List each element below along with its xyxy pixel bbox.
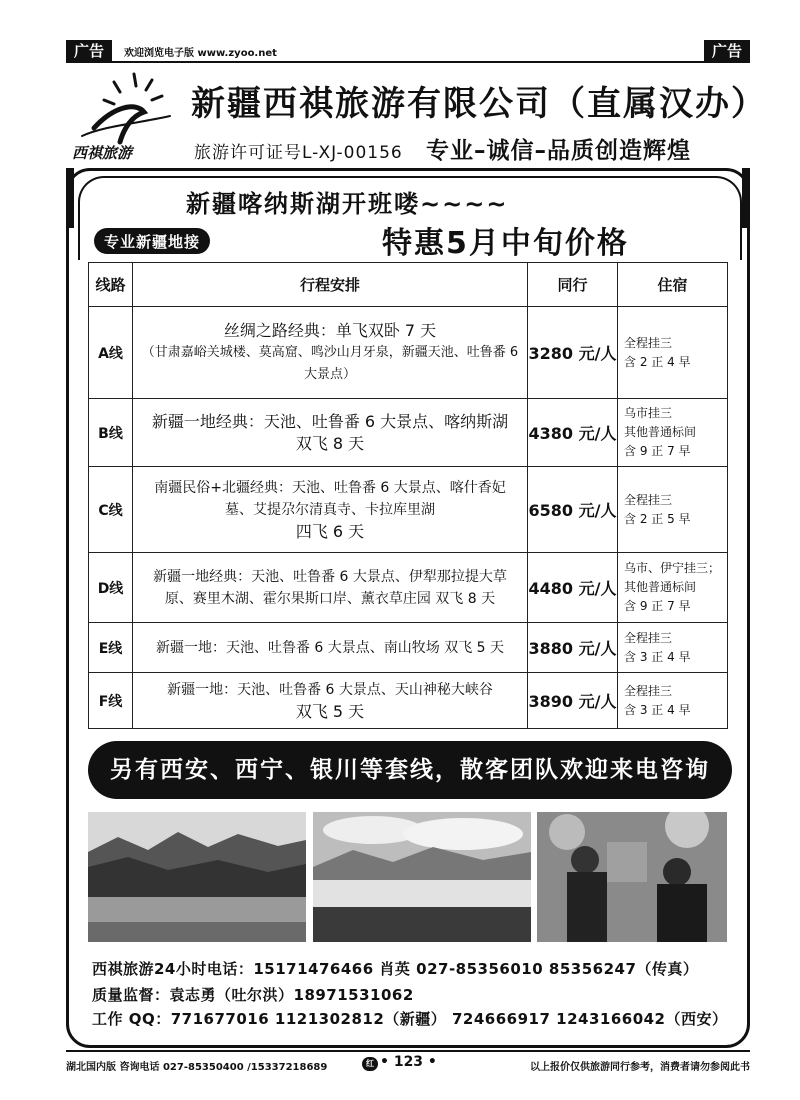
hotel-line: 全程挂三 (624, 492, 673, 507)
itinerary-cell (133, 467, 528, 553)
contact-qq: 工作 QQ：771677016 1121302812（新疆） 724666917 1243166042（西安） (92, 1010, 728, 1028)
itinerary-sub: （甘肃嘉峪关城楼、莫高窟、鸣沙山月牙泉，新疆天池、吐鲁番 6 大景点） (141, 344, 519, 382)
mountain-lake-image (88, 812, 306, 942)
grassland-photo (313, 812, 531, 942)
route-label: D线 (89, 553, 133, 623)
header-hotel: 住宿 (618, 263, 728, 307)
contact-phone: 西祺旅游24小时电话：15171476466 肖英 027-85356010 85356247（传真） (92, 960, 699, 978)
dancers-photo (537, 812, 727, 942)
price-cell: 3280 元/人 (528, 307, 618, 399)
header-route: 线路 (89, 263, 133, 307)
hotel-line: 含 2 正 5 早 (624, 511, 691, 526)
price-cell: 4480 元/人 (528, 553, 618, 623)
itinerary-duration: 双飞 5 天 (295, 701, 365, 721)
page-number-text: • 123 • (380, 1054, 437, 1070)
itinerary-duration: 双飞 8 天 (295, 433, 365, 453)
badge-icon: 红 (362, 1057, 378, 1071)
route-label: C线 (89, 467, 133, 553)
itinerary-cell (133, 673, 528, 729)
company-name: 新疆西祺旅游有限公司（直属汉办） (191, 84, 767, 124)
routes-table (88, 262, 728, 729)
ad-tag-left: 广告 (66, 40, 112, 62)
header (66, 64, 767, 168)
welcome-text: 欢迎浏览电子版 www.zyoo.net (124, 48, 277, 59)
footer (66, 1050, 750, 1074)
table-row (89, 623, 728, 673)
price-cell: 4380 元/人 (528, 399, 618, 467)
hotel-cell (618, 673, 728, 729)
route-label: F线 (89, 673, 133, 729)
hotel-cell (618, 467, 728, 553)
table-header-row (89, 263, 728, 307)
itinerary-main: 新疆一地经典：天池、吐鲁番 6 大景点、喀纳斯湖 (151, 411, 509, 431)
route-label: B线 (89, 399, 133, 467)
itinerary-main: 新疆一地经典：天池、吐鲁番 6 大景点、伊犁那拉提大草原、赛里木湖、霍尔果斯口岸、薰衣草庄园 双飞 8 天 (153, 568, 507, 607)
contact-supervisor: 质量监督：袁志勇（吐尔洪）18971531062 (92, 986, 414, 1004)
hotel-cell (618, 307, 728, 399)
promo-headline: 新疆喀纳斯湖开班喽~~~~ (186, 190, 509, 218)
top-rule (66, 61, 750, 63)
itinerary-cell (133, 553, 528, 623)
hotel-line: 含 9 正 7 早 (624, 599, 691, 613)
price-cell: 3890 元/人 (528, 673, 618, 729)
hotel-line: 其他普通标间 (624, 580, 697, 594)
hotel-cell (618, 399, 728, 467)
top-strip (66, 40, 750, 62)
itinerary-cell (133, 399, 528, 467)
frame-corner-right (742, 168, 750, 228)
header-price: 同行 (528, 263, 618, 307)
itinerary-main: 新疆一地：天池、吐鲁番 6 大景点、南山牧场 双飞 5 天 (155, 639, 505, 656)
table-row (89, 467, 728, 553)
header-itinerary: 行程安排 (133, 263, 528, 307)
license-number: 旅游许可证号L-XJ-00156 (194, 143, 403, 163)
itinerary-main: 南疆民俗+北疆经典：天池、吐鲁番 6 大景点、喀什香妃墓、艾提尕尔清真寺、卡拉库里湖 (154, 479, 506, 518)
itinerary-duration: 四飞 6 天 (295, 521, 365, 541)
hotel-line: 其他普通标间 (624, 425, 697, 439)
table-row (89, 399, 728, 467)
hotel-line: 全程挂三 (624, 335, 673, 350)
page-number (362, 1054, 437, 1071)
frame-corner-left (66, 168, 74, 228)
logo-text: 西祺旅游 (72, 144, 133, 162)
hotel-line: 乌市、伊宁挂三； (624, 561, 721, 575)
dancers-image (537, 812, 727, 942)
slogan: 专业–诚信–品质创造辉煌 (426, 138, 691, 164)
lake-photo (88, 812, 306, 942)
promo-subhead: 特惠5月中旬价格 (382, 226, 629, 261)
route-label: E线 (89, 623, 133, 673)
hotel-line: 含 9 正 7 早 (624, 444, 691, 458)
itinerary-cell (133, 623, 528, 673)
itinerary-main: 新疆一地：天池、吐鲁番 6 大景点、天山神秘大峡谷 (167, 681, 493, 698)
price-cell: 3880 元/人 (528, 623, 618, 673)
ad-tag-right: 广告 (704, 40, 750, 62)
hotel-line: 全程挂三 (624, 630, 673, 645)
itinerary-main: 丝绸之路经典：单飞双卧 7 天 (223, 320, 437, 340)
hotel-line: 乌市挂三 (624, 406, 673, 420)
hotel-line: 含 3 正 4 早 (624, 702, 691, 717)
grassland-image (313, 812, 531, 942)
hotel-line: 含 3 正 4 早 (624, 649, 691, 664)
itinerary-cell (133, 307, 528, 399)
footer-left: 湖北国内版 咨询电话 027-85350400 /15337218689 (66, 1062, 328, 1073)
promo-pill: 专业新疆地接 (94, 228, 210, 254)
table-row (89, 307, 728, 399)
footer-right: 以上报价仅供旅游同行参考，消费者请勿参阅此书 (530, 1062, 750, 1073)
table-row (89, 673, 728, 729)
inquiry-banner: 另有西安、西宁、银川等套线，散客团队欢迎来电咨询 (88, 741, 732, 799)
hotel-cell (618, 553, 728, 623)
price-cell: 6580 元/人 (528, 467, 618, 553)
table-row (89, 553, 728, 623)
hotel-line: 全程挂三 (624, 683, 673, 698)
route-label: A线 (89, 307, 133, 399)
hotel-line: 含 2 正 4 早 (624, 354, 691, 369)
hotel-cell (618, 623, 728, 673)
